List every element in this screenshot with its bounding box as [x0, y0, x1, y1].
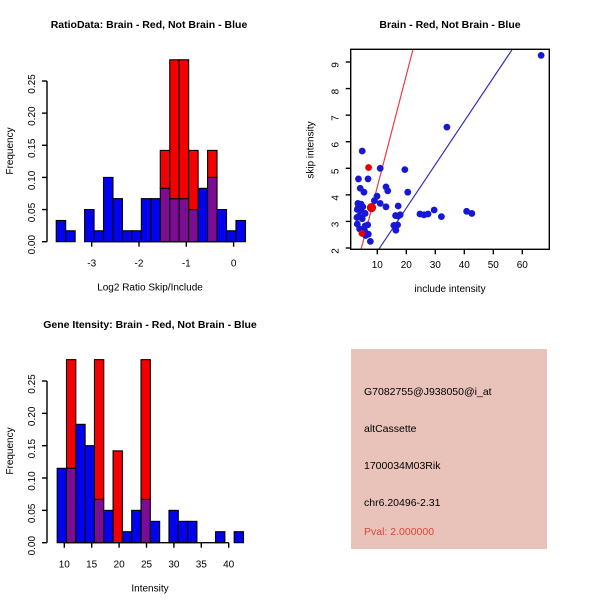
x-tick-label: 40: [223, 559, 235, 571]
hist-bar-blue: [188, 521, 197, 542]
y-tick-label: 0.25: [27, 374, 38, 394]
x-tick-label: 30: [429, 260, 441, 271]
scatter-point-blue: [392, 227, 399, 234]
y-tick-label: 0.00: [27, 234, 38, 255]
x-tick-label: 10: [371, 260, 383, 271]
x-tick-label: 20: [113, 559, 125, 571]
x-tick-label: -1: [181, 258, 191, 270]
gene-info-card: [351, 349, 547, 549]
y-tick-label: 0.20: [27, 406, 38, 427]
hist-bar-blue: [236, 220, 245, 241]
scatter-point-blue: [431, 207, 438, 214]
locus-text: chr6.20496-2.31: [364, 497, 441, 509]
x-tick-label: -2: [134, 258, 144, 270]
scatter-point-blue: [384, 187, 391, 194]
y-axis-label: Frequency: [5, 127, 16, 175]
y-tick-label: 4: [330, 195, 342, 201]
pval-text: Pval: 2.000000: [364, 526, 435, 538]
scatter-point-blue: [425, 211, 432, 218]
hist-bar-blue: [178, 521, 187, 542]
y-tick-label: 0.05: [27, 202, 38, 223]
scatter-point-blue: [404, 189, 411, 196]
hist-bar-blue: [56, 220, 65, 241]
y-tick-label: 0.05: [27, 503, 38, 524]
scatter-point-blue: [359, 148, 366, 155]
y-tick-label: 0.15: [27, 438, 38, 459]
ratio-histogram-chart: [0, 0, 300, 300]
scatter-point-blue: [359, 215, 366, 222]
x-tick-label: -3: [87, 258, 97, 270]
scatter-point-blue: [355, 176, 362, 183]
hist-bar-overlap: [179, 199, 188, 242]
x-tick-label: 0: [230, 258, 237, 270]
gene-intensity-histogram-chart: [0, 300, 300, 600]
scatter-point-red: [365, 164, 372, 171]
x-tick-label: 25: [140, 559, 153, 571]
panel-gene-info: [300, 300, 600, 600]
hist-bar-blue: [66, 231, 75, 242]
hist-bar-overlap: [66, 468, 75, 542]
y-axis-label: Frequency: [5, 427, 16, 475]
scatter-point-blue: [361, 189, 368, 196]
hist-bar-blue: [198, 188, 207, 241]
event-type-text: altCassette: [364, 423, 417, 435]
y-tick-label: 7: [330, 115, 342, 121]
scatter-point-blue: [401, 166, 408, 173]
scatter-point-blue: [365, 176, 372, 183]
hist-bar-blue: [104, 177, 113, 241]
scatter-point-blue: [377, 165, 384, 172]
chart-title: Brain - Red, Not Brain - Blue: [379, 19, 521, 31]
y-tick-label: 0.20: [27, 106, 38, 126]
y-tick-label: 0.25: [27, 74, 38, 94]
x-axis-label: Intensity: [131, 583, 169, 595]
y-tick-label: 0.10: [27, 471, 38, 491]
panel-gene-intensity-histogram: [0, 300, 300, 600]
hist-bar-overlap: [189, 210, 198, 242]
hist-bar-red: [179, 60, 188, 199]
hist-bar-blue: [122, 532, 131, 543]
hist-bar-blue: [85, 446, 94, 543]
panel-intensity-scatter: [300, 0, 600, 300]
hist-bar-blue: [57, 468, 66, 542]
x-tick-label: 20: [400, 260, 412, 271]
hist-bar-red: [170, 60, 179, 199]
hist-bar-overlap: [141, 499, 150, 542]
scatter-point-blue: [364, 221, 371, 228]
x-tick-label: 15: [86, 559, 98, 571]
y-tick-label: 0.00: [27, 535, 38, 556]
y-tick-label: 8: [330, 88, 342, 95]
hist-bar-blue: [132, 510, 141, 542]
x-tick-label: 40: [458, 260, 470, 271]
y-tick-label: 3: [330, 221, 342, 228]
scatter-point-blue: [444, 124, 451, 131]
hist-bar-overlap: [208, 177, 217, 241]
hist-bar-blue: [132, 231, 141, 242]
hist-bar-blue: [216, 532, 225, 543]
hist-bar-red: [113, 451, 122, 543]
scatter-point-blue: [377, 200, 384, 207]
hist-bar-blue: [113, 199, 122, 242]
hist-bar-red: [66, 360, 75, 469]
gene-symbol-text: 1700034M03Rik: [364, 460, 441, 472]
scatter-point-blue: [383, 203, 390, 210]
hist-bar-blue: [169, 510, 178, 542]
hist-bar-blue: [85, 210, 94, 242]
hist-bar-overlap: [170, 199, 179, 242]
y-tick-label: 6: [330, 141, 342, 148]
x-axis-label: Log2 Ratio Skip/Include: [97, 282, 203, 294]
hist-bar-red: [160, 150, 169, 188]
fit-line-red: [361, 50, 413, 250]
scatter-point-blue: [468, 210, 475, 217]
scatter-point-blue: [538, 52, 545, 59]
x-tick-label: 10: [58, 559, 70, 571]
scatter-point-blue: [365, 231, 372, 238]
scatter-point-blue: [397, 211, 404, 218]
scatter-point-red: [367, 203, 376, 212]
scatter-point-blue: [395, 203, 402, 210]
hist-bar-blue: [234, 532, 243, 543]
y-tick-label: 0.10: [27, 170, 38, 191]
chart-title: Gene Itensity: Brain - Red, Not Brain - Blue: [43, 319, 257, 331]
hist-bar-blue: [227, 231, 236, 242]
panel-ratio-histogram: [0, 0, 300, 300]
x-tick-label: 35: [195, 559, 207, 571]
hist-bar-overlap: [160, 188, 169, 241]
hist-bar-red: [141, 360, 150, 500]
hist-bar-blue: [76, 424, 85, 542]
scatter-point-blue: [367, 238, 374, 245]
hist-bar-blue: [94, 231, 103, 242]
y-tick-label: 0.15: [27, 138, 38, 159]
hist-bar-blue: [141, 199, 150, 242]
hist-bar-blue: [217, 210, 226, 242]
hist-bar-red: [189, 150, 198, 209]
hist-bar-blue: [104, 510, 113, 542]
y-tick-label: 9: [330, 62, 342, 68]
probe-id-text: G7082755@J938050@i_at: [364, 386, 492, 398]
intensity-scatter-chart: [300, 0, 600, 300]
hist-bar-blue: [151, 199, 160, 242]
scatter-point-red: [359, 230, 366, 237]
x-tick-label: 30: [168, 559, 180, 571]
scatter-point-blue: [438, 213, 445, 220]
hist-bar-red: [208, 150, 217, 177]
plot-box: [351, 49, 550, 249]
hist-bar-red: [94, 360, 103, 500]
hist-bar-overlap: [94, 499, 103, 542]
y-axis-label: skip intensity: [305, 121, 317, 179]
y-tick-label: 2: [330, 248, 342, 254]
y-tick-label: 5: [330, 168, 342, 175]
x-tick-label: 50: [487, 260, 499, 271]
x-tick-label: 60: [516, 260, 528, 271]
hist-bar-blue: [122, 231, 131, 242]
x-axis-label: include intensity: [414, 284, 486, 295]
hist-bar-blue: [150, 521, 159, 542]
chart-title: RatioData: Brain - Red, Not Brain - Blue: [50, 19, 248, 31]
